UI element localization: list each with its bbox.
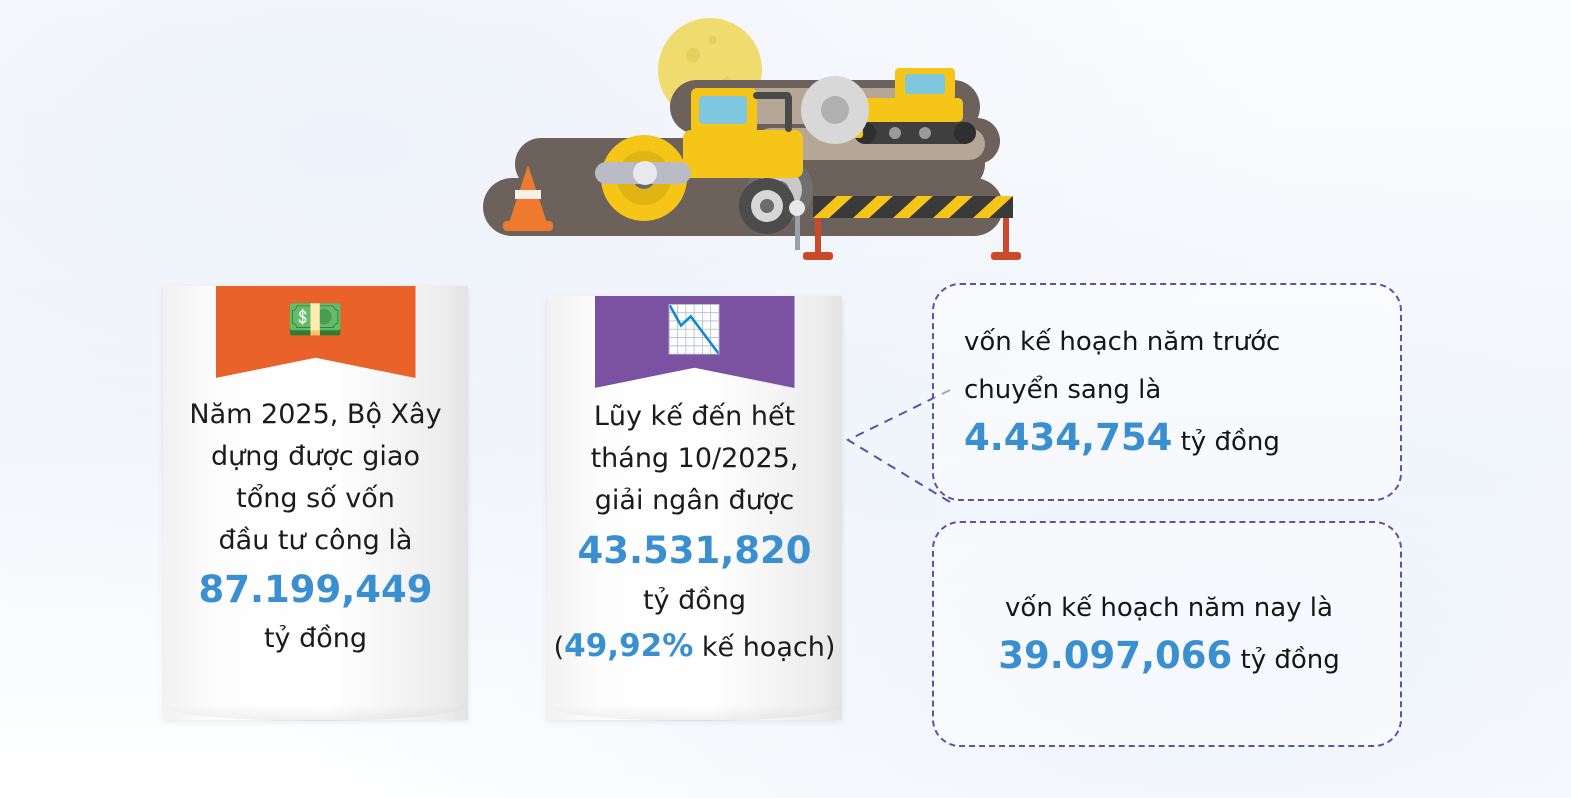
total-capital-card xyxy=(163,286,468,720)
callout-suffix: tỷ đồng xyxy=(1232,645,1340,675)
roller-drum-icon xyxy=(801,76,869,144)
card-ribbon xyxy=(216,286,416,378)
declining-chart-icon: 📉 xyxy=(665,302,724,356)
callout-prefix: vốn kế hoạch năm trước chuyển sang là xyxy=(964,327,1281,405)
callout-body xyxy=(964,318,1374,466)
construction-illustration xyxy=(455,10,1075,270)
callout-suffix: tỷ đồng xyxy=(1172,427,1280,457)
disbursed-card xyxy=(547,296,842,720)
current-year-callout xyxy=(932,521,1402,747)
percent-prefix: ( xyxy=(553,632,565,663)
callout-value: 39.097,066 xyxy=(998,634,1233,677)
card-ribbon xyxy=(595,296,795,388)
card-percent-line xyxy=(547,622,842,672)
card-line: giải ngân được xyxy=(594,485,795,516)
card-body-text xyxy=(547,396,842,672)
card-body-text xyxy=(163,394,468,660)
percent-value: 49,92% xyxy=(564,628,694,664)
card-value: 43.531,820 xyxy=(577,529,812,572)
money-icon: 💵 xyxy=(286,292,345,346)
card-line: Năm 2025, Bộ Xây xyxy=(189,399,442,430)
callout-value: 4.434,754 xyxy=(964,416,1173,459)
card-unit: tỷ đồng xyxy=(642,585,747,616)
card-line: đầu tư công là xyxy=(218,525,413,556)
percent-suffix: kế hoạch) xyxy=(693,632,836,663)
card-line: tháng 10/2025, xyxy=(590,443,799,474)
card-value: 87.199,449 xyxy=(198,568,433,611)
card-line: Lũy kế đến hết xyxy=(593,401,796,432)
card-unit: tỷ đồng xyxy=(263,623,368,654)
card-line: tổng số vốn xyxy=(236,483,395,514)
callout-body xyxy=(964,584,1374,684)
card-line: dựng được giao xyxy=(211,441,420,472)
callout-prefix: vốn kế hoạch năm nay là xyxy=(1005,593,1333,623)
previous-year-callout xyxy=(932,283,1402,501)
